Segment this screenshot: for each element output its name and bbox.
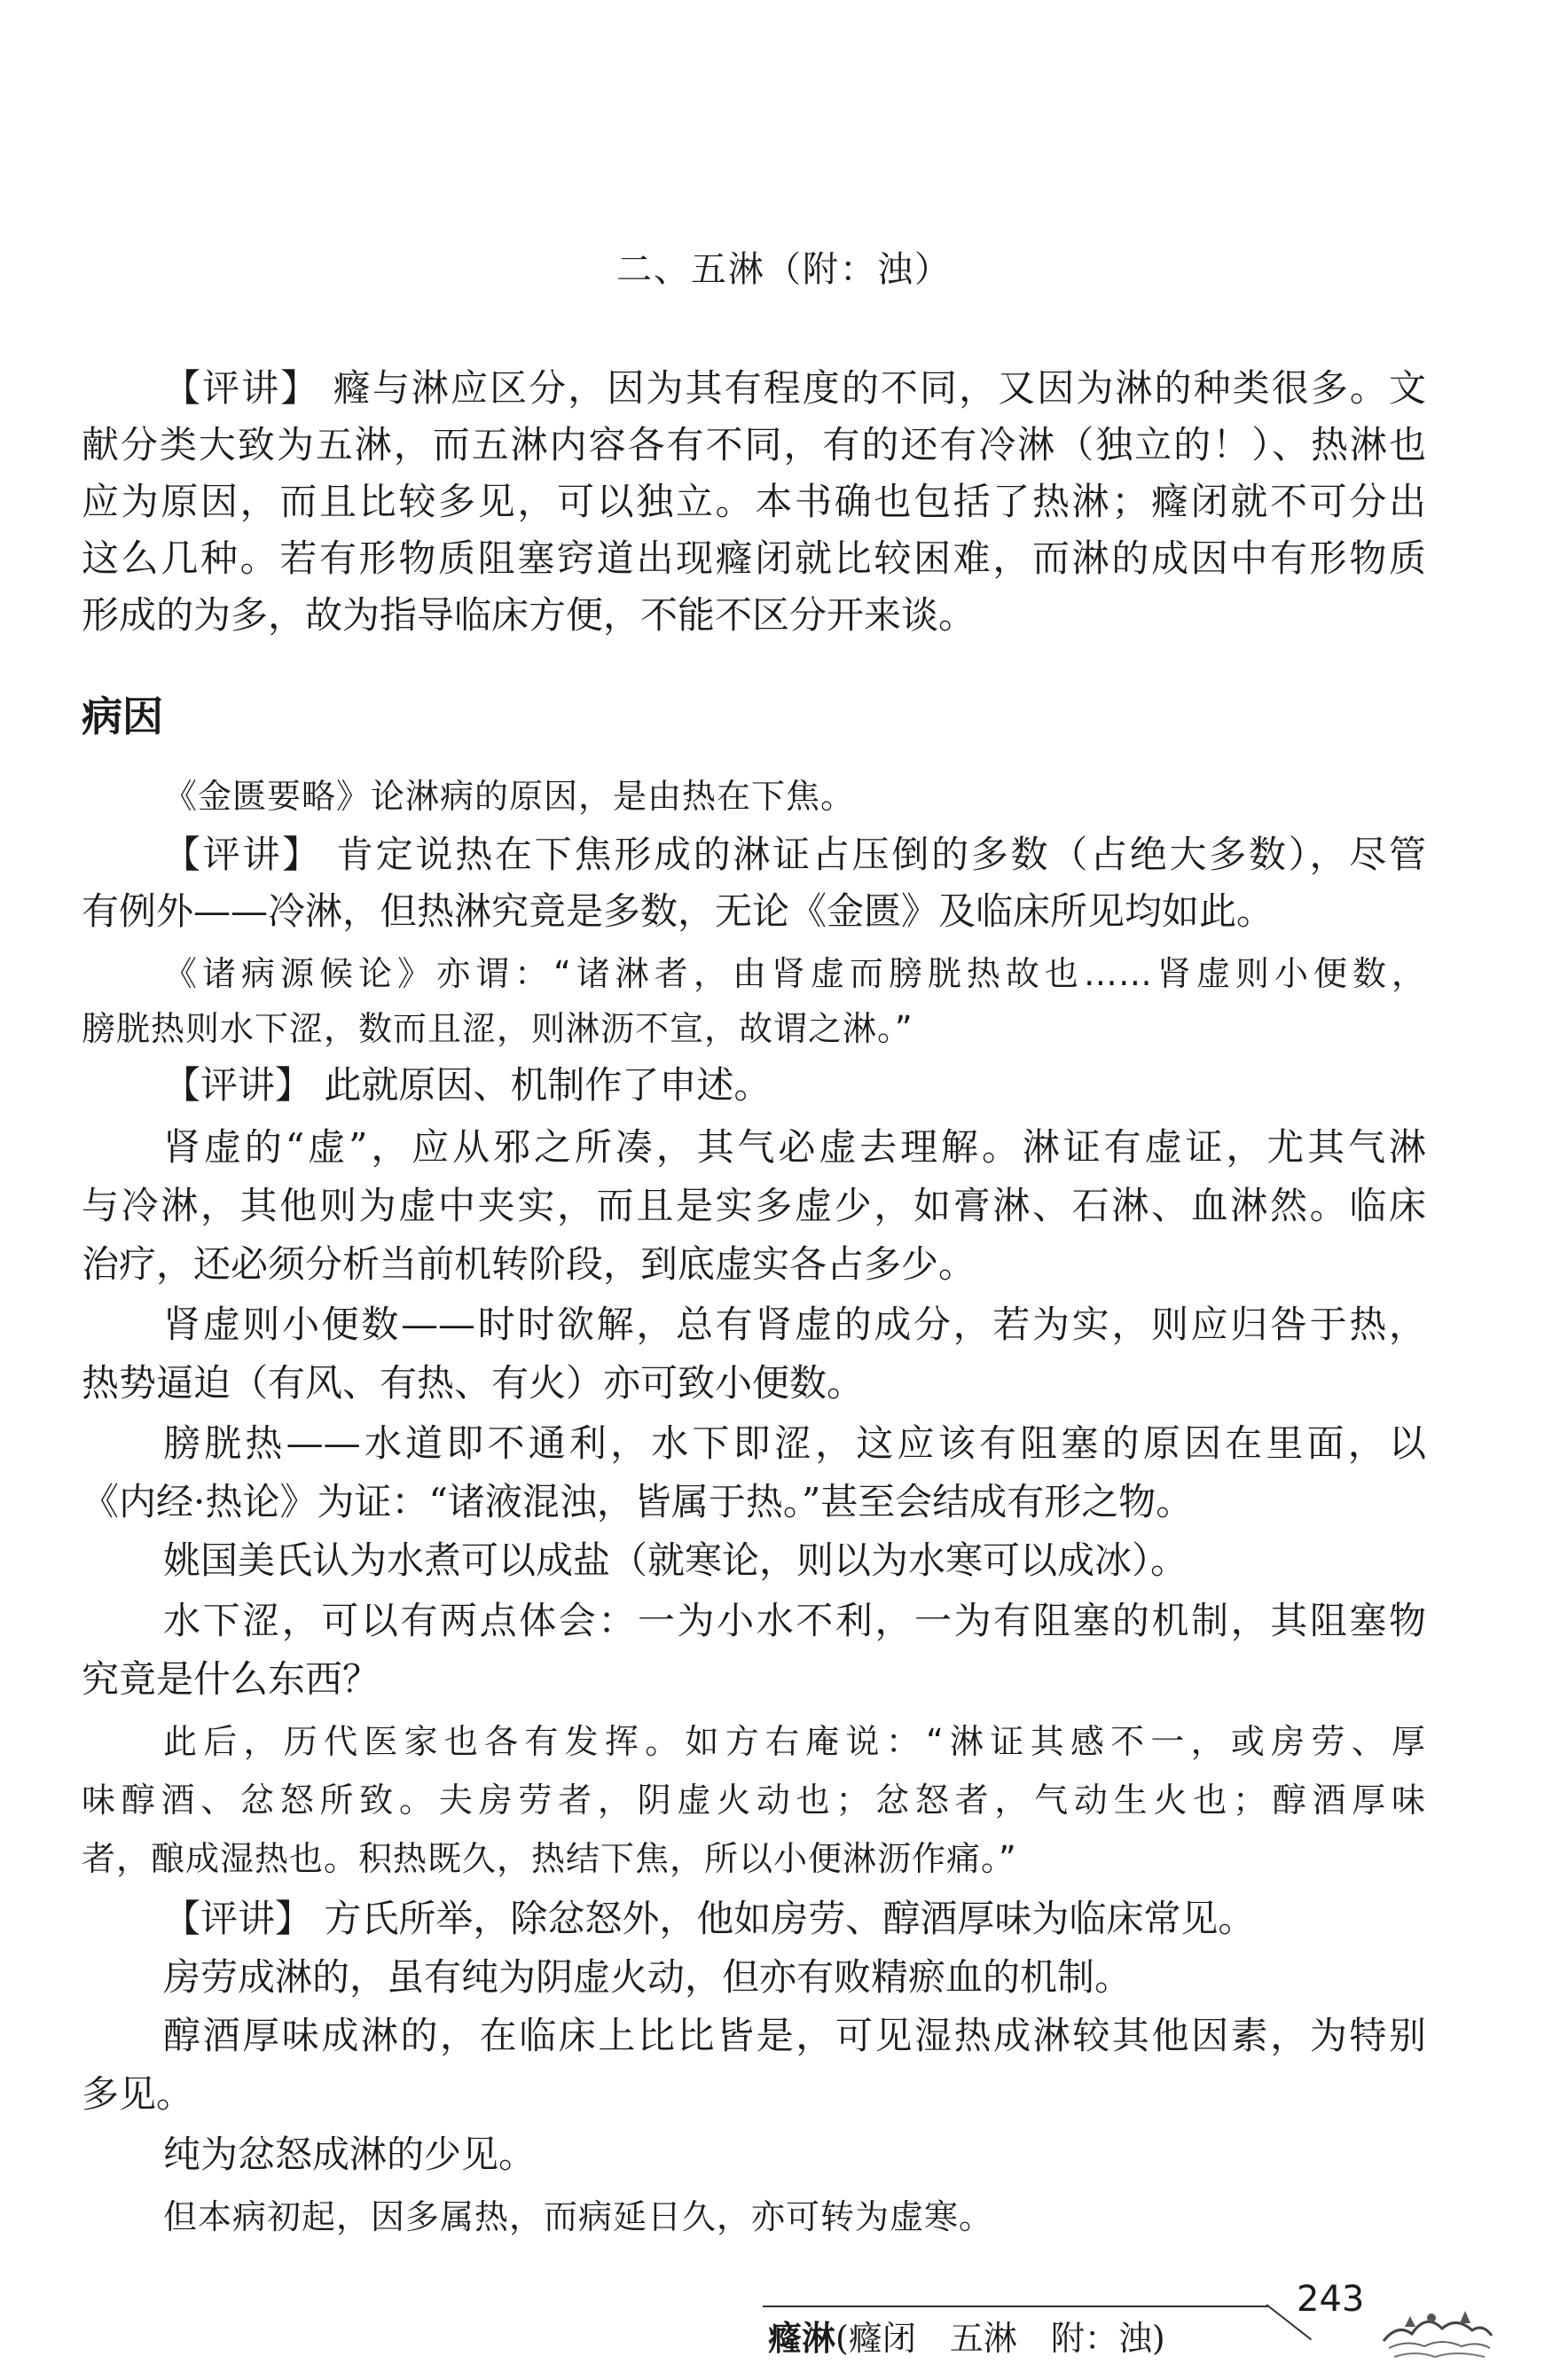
text-line: 热势逼迫（有风、有热、有火）亦可致小便数。: [82, 1361, 865, 1405]
footer-rule: [763, 2306, 1268, 2307]
landscape-ornament-icon: [1380, 2297, 1495, 2368]
quote-line: 《金匮要略》论淋病的原因，是由热在下焦。: [163, 777, 856, 816]
quote-line: 但本病初起，因多属热，而病延日久，亦可转为虚寒。: [163, 2197, 994, 2236]
text-line: 多见。: [82, 2072, 194, 2116]
text-line: 【评讲】 方氏所举，除忿怒外，他如房劳、醇酒厚味为临床常见。: [163, 1897, 1256, 1940]
footer-title-rest: (癃闭 五淋 附：浊): [835, 2319, 1165, 2358]
section-title: 二、五淋（附：浊）: [616, 249, 952, 290]
section-heading: 病因: [82, 693, 163, 740]
text-line: 【评讲】 此就原因、机制作了申述。: [163, 1063, 772, 1107]
text-line: 肾虚则小便数——时时欲解，总有肾虚的成分，若为实，则应归咎于热，: [163, 1303, 1426, 1346]
page-number: 243: [1297, 2279, 1365, 2320]
text-line: 膀胱热——水道即不通利，水下即涩，这应该有阻塞的原因在里面，以: [163, 1421, 1426, 1465]
quote-line: 《诸病源候论》亦谓：“诸淋者，由肾虚而膀胱热故也……肾虚则小便数，: [163, 954, 1426, 993]
text-line: 姚国美氏认为水煮可以成盐（就寒论，则以为水寒可以成冰）。: [163, 1538, 1188, 1582]
running-footer: [768, 2311, 1165, 2360]
text-line: 与冷淋，其他则为虚中夹实，而且是实多虚少，如膏淋、石淋、血淋然。临床: [82, 1184, 1426, 1227]
footer-title-bold: 癃淋: [768, 2318, 836, 2358]
text-line: 治疗，还必须分析当前机转阶段，到底虚实各占多少。: [82, 1242, 976, 1286]
quote-line: 膀胱热则水下涩，数而且涩，则淋沥不宣，故谓之淋。”: [82, 1009, 913, 1048]
text-line: 有例外——冷淋，但热淋究竟是多数，无论《金匮》及临床所见均如此。: [82, 889, 1274, 933]
text-line: 形成的为多，故为指导临床方便，不能不区分开来谈。: [82, 593, 976, 637]
text-line: 醇酒厚味成淋的，在临床上比比皆是，可见湿热成淋较其他因素，为特别: [163, 2014, 1426, 2057]
quote-line: 者，酿成湿热也。积热既久，热结下焦，所以小便淋沥作痛。”: [82, 1839, 1017, 1878]
quote-line: 味醇酒、忿怒所致。夫房劳者，阴虚火动也；忿怒者，气动生火也；醇酒厚味: [82, 1781, 1426, 1820]
text-line: 应为原因，而且比较多见，可以独立。本书确也包括了热淋；癃闭就不可分出: [82, 480, 1426, 523]
text-line: 肾虚的“虚”，应从邪之所凑，其气必虚去理解。淋证有虚证，尤其气淋: [163, 1125, 1426, 1169]
text-line: 究竟是什么东西？: [82, 1657, 380, 1701]
text-line: 房劳成淋的，虽有纯为阴虚火动，但亦有败精瘀血的机制。: [163, 1955, 1133, 1999]
text-line: 【评讲】 癃与淋应区分，因为其有程度的不同，又因为淋的种类很多。文: [163, 366, 1426, 410]
text-line: 这么几种。若有形物质阻塞窍道出现癃闭就比较困难，而淋的成因中有形物质: [82, 536, 1426, 580]
text-line: 献分类大致为五淋，而五淋内容各有不同，有的还有冷淋（独立的！）、热淋也: [82, 423, 1426, 466]
text-line: 【评讲】 肯定说热在下焦形成的淋证占压倒的多数（占绝大多数），尽管: [163, 833, 1426, 876]
text-line: 纯为忿怒成淋的少见。: [163, 2133, 537, 2176]
quote-line: 此后，历代医家也各有发挥。如方右庵说：“淋证其感不一，或房劳、厚: [163, 1722, 1426, 1761]
text-line: 《内经·热论》为证：“诸液混浊，皆属于热。”甚至会结成有形之物。: [82, 1480, 1194, 1523]
text-line: 水下涩，可以有两点体会：一为小水不利，一为有阻塞的机制，其阻塞物: [163, 1599, 1426, 1642]
